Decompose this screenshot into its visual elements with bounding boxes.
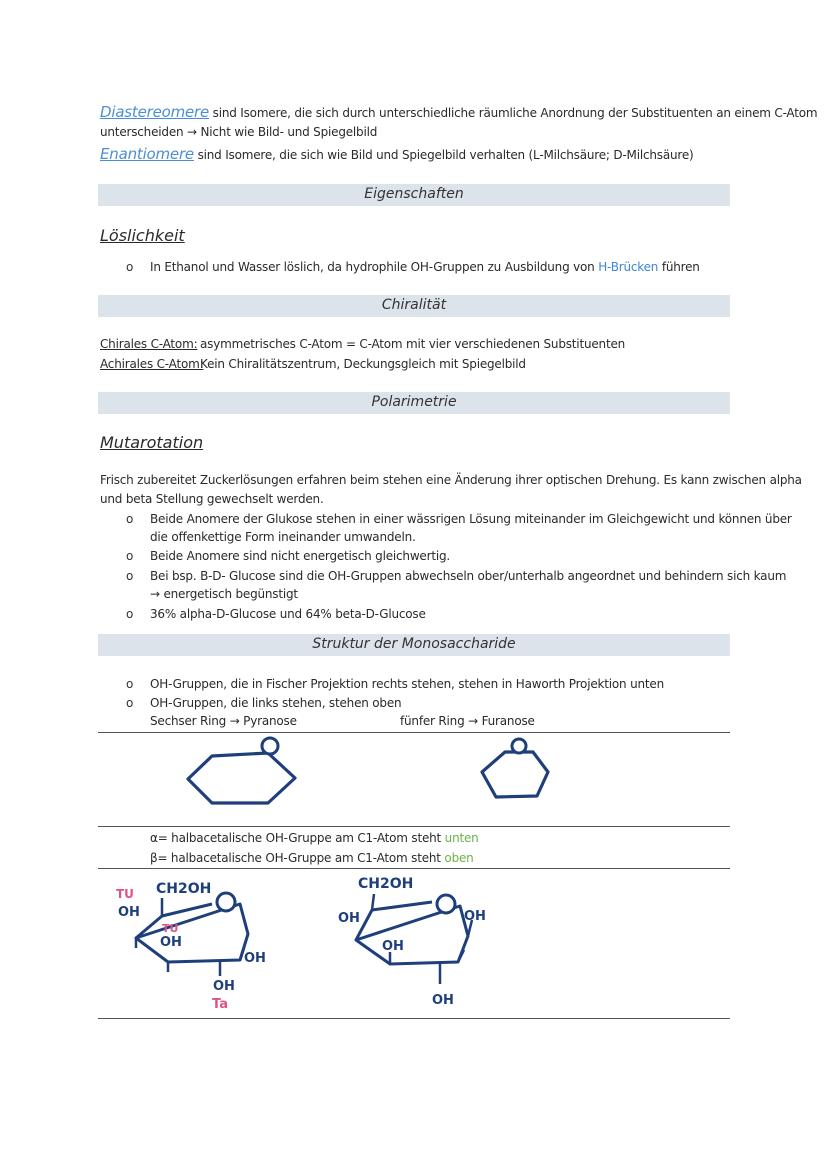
- section-title-eigenschaften: Eigenschaften: [364, 186, 464, 202]
- section-title-polarimetrie: Polarimetrie: [371, 394, 457, 410]
- beta-oh-bottom-label: OH: [432, 993, 454, 1008]
- mutarotation-bullet-1b: die offenkettige Form ineinander umwandeln.: [150, 530, 416, 544]
- mutarotation-bullet-1a: Beide Anomere der Glukose stehen in einer wässrigen Lösung miteinander im Gleichgewicht und können über: [150, 512, 792, 526]
- alpha-ta-label: Ta: [212, 997, 228, 1012]
- bullet-marker: o: [126, 677, 134, 691]
- beta-oh-left-label: OH: [338, 911, 360, 926]
- achiral-label: Achirales C-Atom:: [100, 357, 204, 371]
- beta-text: β= halbacetalische OH-Gruppe am C1-Atom steht: [150, 851, 445, 865]
- enantiomere-text: sind Isomere, die sich wie Bild und Spiegelbild verhalten (L-Milchsäure; D-Milchsäure): [193, 148, 694, 162]
- alpha-oh-left-label: OH: [118, 905, 140, 920]
- beta-highlight: oben: [444, 851, 474, 865]
- bullet-marker: o: [126, 260, 134, 274]
- bullet-marker: o: [126, 512, 134, 526]
- mutarotation-para-1: Frisch zubereitet Zuckerlösungen erfahren beim stehen eine Änderung ihrer optischen Drehung. Es kann zwischen alpha: [100, 473, 802, 487]
- chiral-label: Chirales C-Atom:: [100, 337, 198, 351]
- bullet-marker: o: [126, 569, 134, 583]
- alpha-tu-inner-label: TU: [162, 922, 179, 935]
- alpha-oh-bottom-label: OH: [213, 979, 235, 994]
- sechser-ring-label: Sechser Ring → Pyranose: [150, 714, 297, 728]
- loeslichkeit-highlight: H-Brücken: [598, 260, 659, 274]
- enantiomere-term[interactable]: Enantiomere: [100, 145, 194, 163]
- divider: [98, 1018, 730, 1019]
- alpha-oh-inner-label: OH: [160, 935, 182, 950]
- diastereomere-line-2: unterscheiden → Nicht wie Bild- und Spiegelbild: [100, 125, 378, 139]
- fuenfer-ring-label: fünfer Ring → Furanose: [400, 714, 535, 728]
- diastereomere-text: sind Isomere, die sich durch unterschiedliche räumliche Anordnung der Substituenten an einem C-Atom: [209, 106, 818, 120]
- mutarotation-bullet-4: 36% alpha-D-Glucose und 64% beta-D-Glucose: [150, 607, 426, 621]
- beta-oh-inner-label: OH: [382, 939, 404, 954]
- alpha-ch2oh-label: CH2OH: [156, 881, 212, 897]
- heading-loeslichkeit: Löslichkeit: [100, 226, 185, 245]
- bullet-marker: o: [126, 549, 134, 563]
- heading-mutarotation: Mutarotation: [100, 433, 204, 452]
- bullet-marker: o: [126, 607, 134, 621]
- struktur-bullet-1: OH-Gruppen, die in Fischer Projektion rechts stehen, stehen in Haworth Projektion unten: [150, 677, 664, 691]
- achiral-text: Kein Chiralitätszentrum, Deckungsgleich mit Spiegelbild: [200, 357, 526, 371]
- chiral-text: asymmetrisches C-Atom = C-Atom mit vier verschiedenen Substituenten: [200, 337, 626, 351]
- mutarotation-para-2: und beta Stellung gewechselt werden.: [100, 492, 324, 506]
- mutarotation-bullet-3a: Bei bsp. B-D- Glucose sind die OH-Gruppen abwechseln ober/unterhalb angeordnet und behindern sich kaum: [150, 569, 787, 583]
- alpha-oh-right-label: OH: [244, 951, 266, 966]
- struktur-bullet-2: OH-Gruppen, die links stehen, stehen oben: [150, 696, 402, 710]
- loeslichkeit-text-a: In Ethanol und Wasser löslich, da hydrophile OH-Gruppen zu Ausbildung von: [150, 260, 599, 274]
- alpha-tu-label: TU: [116, 887, 134, 901]
- mutarotation-bullet-2: Beide Anomere sind nicht energetisch gleichwertig.: [150, 549, 451, 563]
- beta-glucose-structure: [356, 894, 472, 984]
- bullet-marker: o: [126, 696, 134, 710]
- loeslichkeit-text-b: führen: [658, 260, 700, 274]
- beta-oh-right-label: OH: [464, 909, 486, 924]
- alpha-highlight: unten: [444, 831, 479, 845]
- alpha-text: α= halbacetalische OH-Gruppe am C1-Atom steht: [150, 831, 445, 845]
- mutarotation-bullet-3b: → energetisch begünstigt: [150, 587, 298, 601]
- section-title-chiralitaet: Chiralität: [381, 297, 447, 313]
- section-title-struktur: Struktur der Monosaccharide: [312, 636, 516, 652]
- diastereomere-term[interactable]: Diastereomere: [100, 103, 210, 121]
- alpha-glucose-structure: [136, 893, 248, 976]
- beta-ch2oh-label: CH2OH: [358, 876, 414, 892]
